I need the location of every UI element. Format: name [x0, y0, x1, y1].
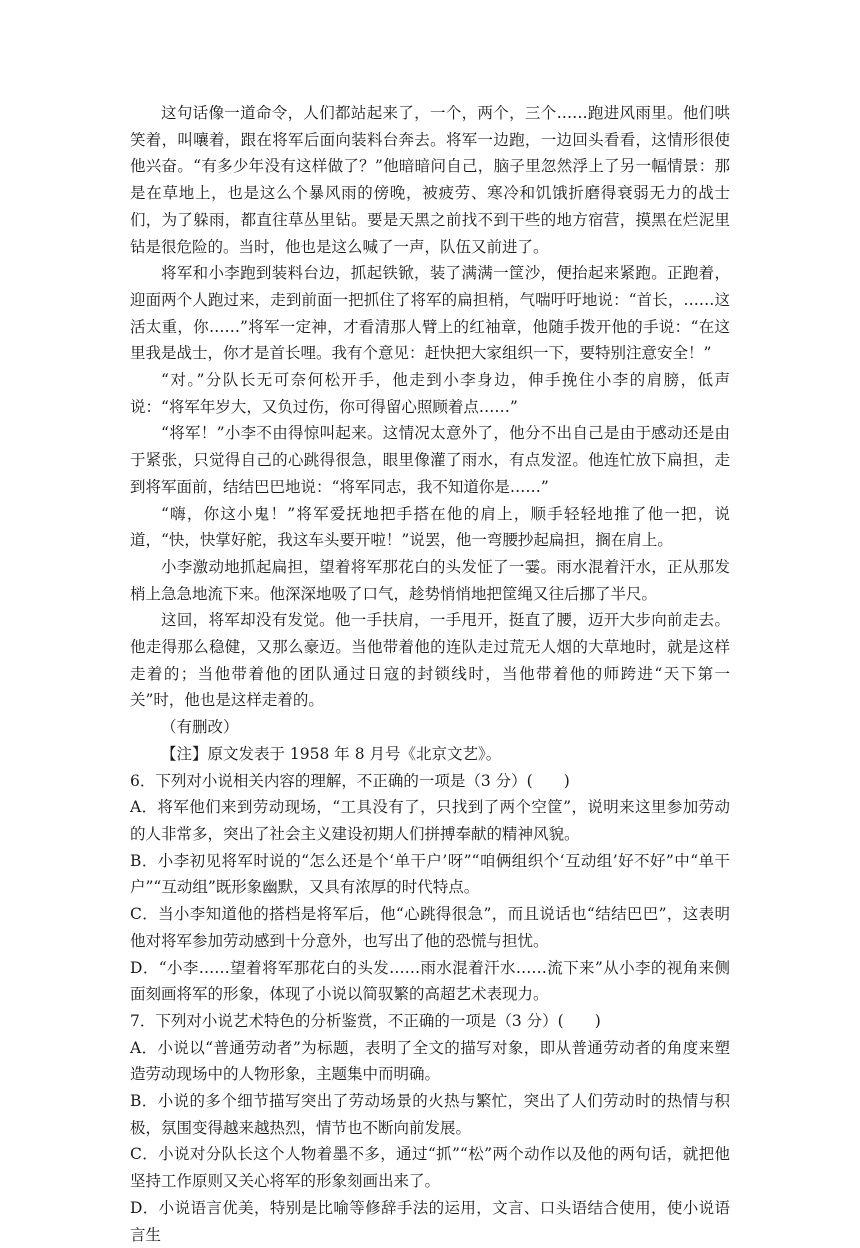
passage-paragraph-5: “嗨，你这小鬼！”将军爱抚地把手搭在他的肩上，顺手轻轻地推了他一把，说道，“快，快掌好舵，我这车头要开啦！”说罢，他一弯腰抄起扁担，搁在肩上。: [130, 504, 730, 550]
question-stem: 7．下列对小说艺术特色的分析鉴赏，不正确的一项是（3 分）( ): [130, 1011, 601, 1030]
option-a: A．将军他们来到劳动现场，“工具没有了，只找到了两个空筐”，说明来这里参加劳动的人非常多，突出了社会主义建设初期人们拼搏奉献的精神风貌。: [130, 798, 730, 843]
source-note: （有删改）: [161, 718, 239, 737]
annotation-note: 【注】原文发表于 1958 年 8 月号《北京文艺》。: [161, 744, 502, 763]
page-content: [130, 100, 730, 1248]
passage-paragraph-1: 这句话像一道命令，人们都站起来了，一个，两个，三个……跑进风雨里。他们哄笑着，叫嚷着，跟在将军后面向装料台奔去。将军一边跑，一边回头看看，这情形很使他兴奋。“有多少年没有这样做了？”他暗暗问自己，脑子里忽然浮上了另一幅情景：那是在草地上，也是这么个暴风雨的傍晚，被疲劳、寒冷和饥饿折磨得衰弱无力的战士们，为了躲雨，都直往草丛里钻。要是天黑之前找不到干些的地方宿营，摸黑在烂泥里钻是很危险的。当时，他也是这么喊了一声，队伍又前进了。: [130, 104, 730, 256]
question-stem: 6．下列对小说相关内容的理解，不正确的一项是（3 分）( ): [130, 771, 570, 790]
passage-paragraph-3: “对。”分队长无可奈何松开手，他走到小李身边，伸手挽住小李的肩膀，低声说：“将军年岁大，又负过伤，你可得留心照顾着点……”: [130, 371, 730, 416]
option-c: C．小说对分队长这个人物着墨不多，通过“抓”“松”两个动作以及他的两句话，就把他坚持工作原则又关心将军的形象刻画出来了。: [130, 1145, 730, 1191]
passage-paragraph-7: 这回，将军却没有发觉。他一手扶肩，一手甩开，挺直了腰，迈开大步向前走去。他走得那么稳健，又那么豪迈。当他带着他的连队走过荒无人烟的大草地时，就是这样走着的；当他带着他的团队通过日寇的封锁线时，当他带着他的师跨进“天下第一关”时，他也是这样走着的。: [130, 611, 730, 710]
option-d: D．小说语言优美，特别是比喻等修辞手法的运用，文言、口头语结合使用，使小说语言生: [130, 1198, 730, 1244]
option-a: A．小说以“普通劳动者”为标题，表明了全文的描写对象，即从普通劳动者的角度来塑造劳动现场中的人物形象，主题集中而明确。: [130, 1038, 730, 1084]
option-c: C．当小李知道他的搭档是将军后，他“心跳得很急”，而且说话也“结结巴巴”，这表明他对将军参加劳动感到十分意外，也写出了他的恐慌与担忧。: [130, 905, 730, 950]
question-6: [130, 768, 730, 1008]
option-b: B．小说的多个细节描写突出了劳动场景的火热与繁忙，突出了人们劳动时的热情与积极，氛围变得越来越热烈，情节也不断向前发展。: [130, 1092, 730, 1137]
question-7: [130, 1008, 730, 1248]
passage-paragraph-2: 将军和小李跑到装料台边，抓起铁锨，装了满满一筐沙，便抬起来紧跑。正跑着，迎面两个人跑过来，走到前面一把抓住了将军的扁担梢，气喘吁吁地说：“首长，……这活太重，你……”将军一定神，才看清那人臂上的红袖章，他随手拨开他的手说：“在这里我是战士，你才是首长哩。我有个意见：赶快把大家组织一下，要特别注意安全！”: [130, 264, 730, 363]
option-d: D．“小李……望着将军那花白的头发……雨水混着汗水……流下来”从小李的视角来侧面刻画将军的形象，体现了小说以简驭繁的高超艺术表现力。: [130, 958, 730, 1004]
passage-paragraph-6: 小李激动地抓起扁担，望着将军那花白的头发怔了一霎。雨水混着汗水，正从那发梢上急急地流下来。他深深地吸了口气，趁势悄悄地把筐绳又往后挪了半尺。: [130, 557, 730, 603]
option-b: B．小李初见将军时说的“怎么还是个‘单干户’呀”“咱俩组织个‘互动组’好不好”中“单干户”“互动组”既形象幽默，又具有浓厚的时代特点。: [130, 851, 730, 897]
passage-paragraph-4: “将军！”小李不由得惊叫起来。这情况太意外了，他分不出自己是由于感动还是由于紧张，只觉得自己的心跳得很急，眼里像灌了雨水，有点发涩。他连忙放下扁担，走到将军面前，结结巴巴地说：“将军同志，我不知道你是……”: [130, 424, 730, 496]
